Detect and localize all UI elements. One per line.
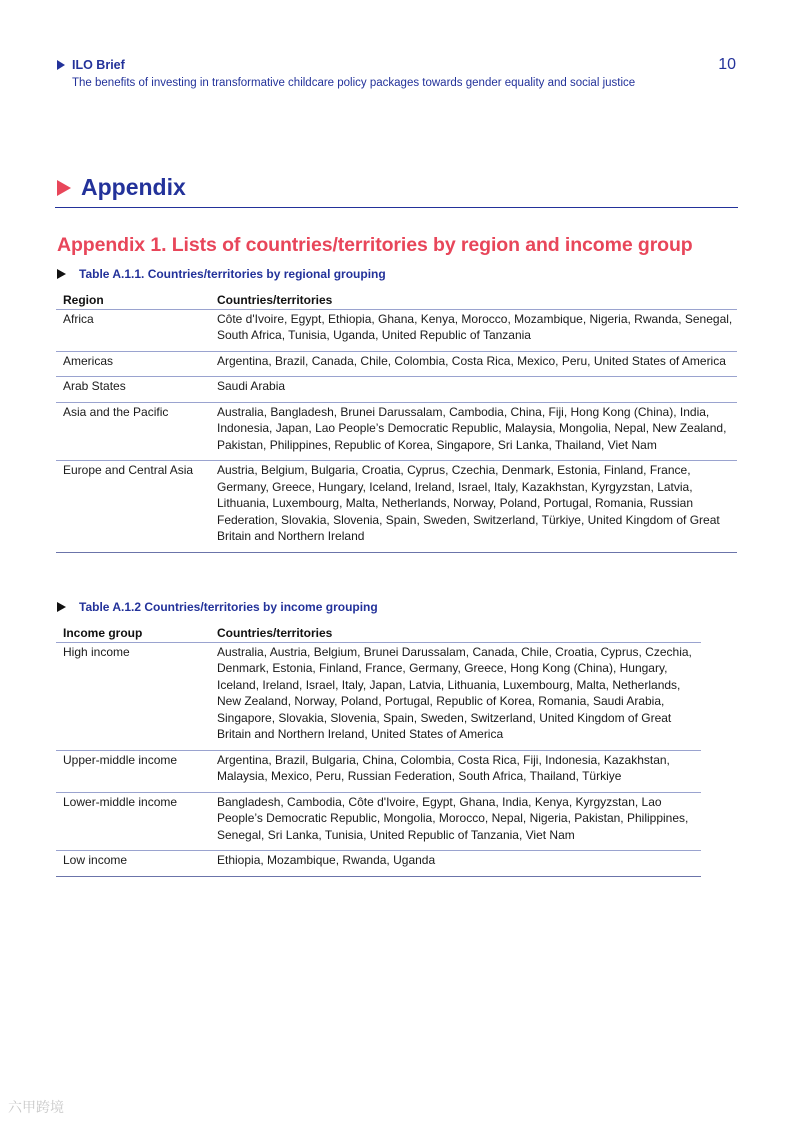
column-header-countries: Countries/territories — [210, 292, 737, 309]
countries-cell: Saudi Arabia — [210, 377, 737, 403]
table2-caption-text: Table A.1.2 Countries/territories by income grouping — [79, 600, 378, 614]
countries-cell: Bangladesh, Cambodia, Côte d'Ivoire, Egypt, Ghana, India, Kenya, Kyrgyzstan, Lao People’s Democratic Republic, Mongolia, Morocco, Nepal, Nigeria, Pakistan, Philippines, Senegal, Sri Lanka, Tunisia, United Republic of Tanzania, Viet Nam — [210, 792, 701, 851]
brief-line — [57, 58, 737, 72]
region-cell: Americas — [56, 351, 210, 377]
income-group-cell: High income — [56, 642, 210, 750]
income-group-cell: Lower-middle income — [56, 792, 210, 851]
page-number: 10 — [718, 56, 736, 73]
countries-cell: Côte d'Ivoire, Egypt, Ethiopia, Ghana, Kenya, Morocco, Mozambique, Nigeria, Rwanda, Senegal, South Africa, Tunisia, Uganda, United Republic of Tanzania — [210, 309, 737, 351]
table-header-row — [56, 625, 701, 642]
table-row — [56, 351, 737, 377]
region-table — [56, 292, 737, 553]
brief-label: ILO Brief — [72, 58, 125, 72]
table-row — [56, 750, 701, 792]
income-table — [56, 625, 701, 877]
region-cell: Africa — [56, 309, 210, 351]
page-header — [57, 58, 737, 89]
countries-cell: Australia, Bangladesh, Brunei Darussalam, Cambodia, China, Fiji, Hong Kong (China), India, Indonesia, Japan, Lao People’s Democratic Republic, Malaysia, Mongolia, Nepal, New Zealand, Pakistan, Philippines, Republic of Korea, Singapore, Sri Lanka, Thailand, Viet Nam — [210, 402, 737, 461]
column-header-region: Region — [56, 292, 210, 309]
triangle-bullet-icon — [57, 269, 66, 279]
table2-caption — [57, 600, 378, 614]
region-cell: Arab States — [56, 377, 210, 403]
table-row — [56, 461, 737, 553]
countries-cell: Argentina, Brazil, Canada, Chile, Colombia, Costa Rica, Mexico, Peru, United States of America — [210, 351, 737, 377]
region-cell: Asia and the Pacific — [56, 402, 210, 461]
table-row — [56, 792, 701, 851]
table-row — [56, 377, 737, 403]
appendix-heading — [57, 174, 186, 201]
table-row — [56, 851, 701, 877]
income-group-cell: Low income — [56, 851, 210, 877]
countries-cell: Australia, Austria, Belgium, Brunei Darussalam, Canada, Chile, Croatia, Cyprus, Czechia, Denmark, Estonia, Finland, France, Germany, Greece, Hong Kong (China), Hungary, Iceland, Ireland, Israel, Italy, Japan, Latvia, Lithuania, Luxembourg, Malta, Netherlands, New Zealand, Norway, Poland, Portugal, Republic of Korea, Romania, Saudi Arabia, Singapore, Slovakia, Slovenia, Spain, Sweden, Switzerland, United Kingdom of Great Britain and Northern Ireland, United States of America — [210, 642, 701, 750]
triangle-bullet-icon — [57, 602, 66, 612]
table-row — [56, 642, 701, 750]
column-header-income-group: Income group — [56, 625, 210, 642]
column-header-countries: Countries/territories — [210, 625, 701, 642]
countries-cell: Argentina, Brazil, Bulgaria, China, Colombia, Costa Rica, Fiji, Indonesia, Kazakhstan, Malaysia, Mexico, Peru, Russian Federation, South Africa, Thailand, Türkiye — [210, 750, 701, 792]
triangle-bullet-icon — [57, 60, 65, 70]
triangle-bullet-icon — [57, 180, 71, 196]
divider — [55, 207, 738, 208]
region-cell: Europe and Central Asia — [56, 461, 210, 553]
section-title: Appendix 1. Lists of countries/territories by region and income group — [57, 234, 693, 256]
table1-caption-text: Table A.1.1. Countries/territories by regional grouping — [79, 267, 386, 281]
table-header-row — [56, 292, 737, 309]
table1-caption — [57, 267, 386, 281]
table-row — [56, 309, 737, 351]
countries-cell: Ethiopia, Mozambique, Rwanda, Uganda — [210, 851, 701, 877]
countries-cell: Austria, Belgium, Bulgaria, Croatia, Cyprus, Czechia, Denmark, Estonia, Finland, France, Germany, Greece, Hungary, Iceland, Ireland, Israel, Italy, Kazakhstan, Kyrgyzstan, Latvia, Lithuania, Luxembourg, Malta, Netherlands, Norway, Poland, Portugal, Romania, Russian Federation, Slovakia, Slovenia, Spain, Sweden, Switzerland, Türkiye, United Kingdom of Great Britain and Northern Ireland — [210, 461, 737, 553]
table-row — [56, 402, 737, 461]
appendix-heading-text: Appendix — [81, 174, 186, 200]
brief-subtitle: The benefits of investing in transformative childcare policy packages towards gender equality and social justice — [72, 77, 636, 89]
watermark: 六甲跨境 — [8, 1099, 64, 1115]
income-group-cell: Upper-middle income — [56, 750, 210, 792]
